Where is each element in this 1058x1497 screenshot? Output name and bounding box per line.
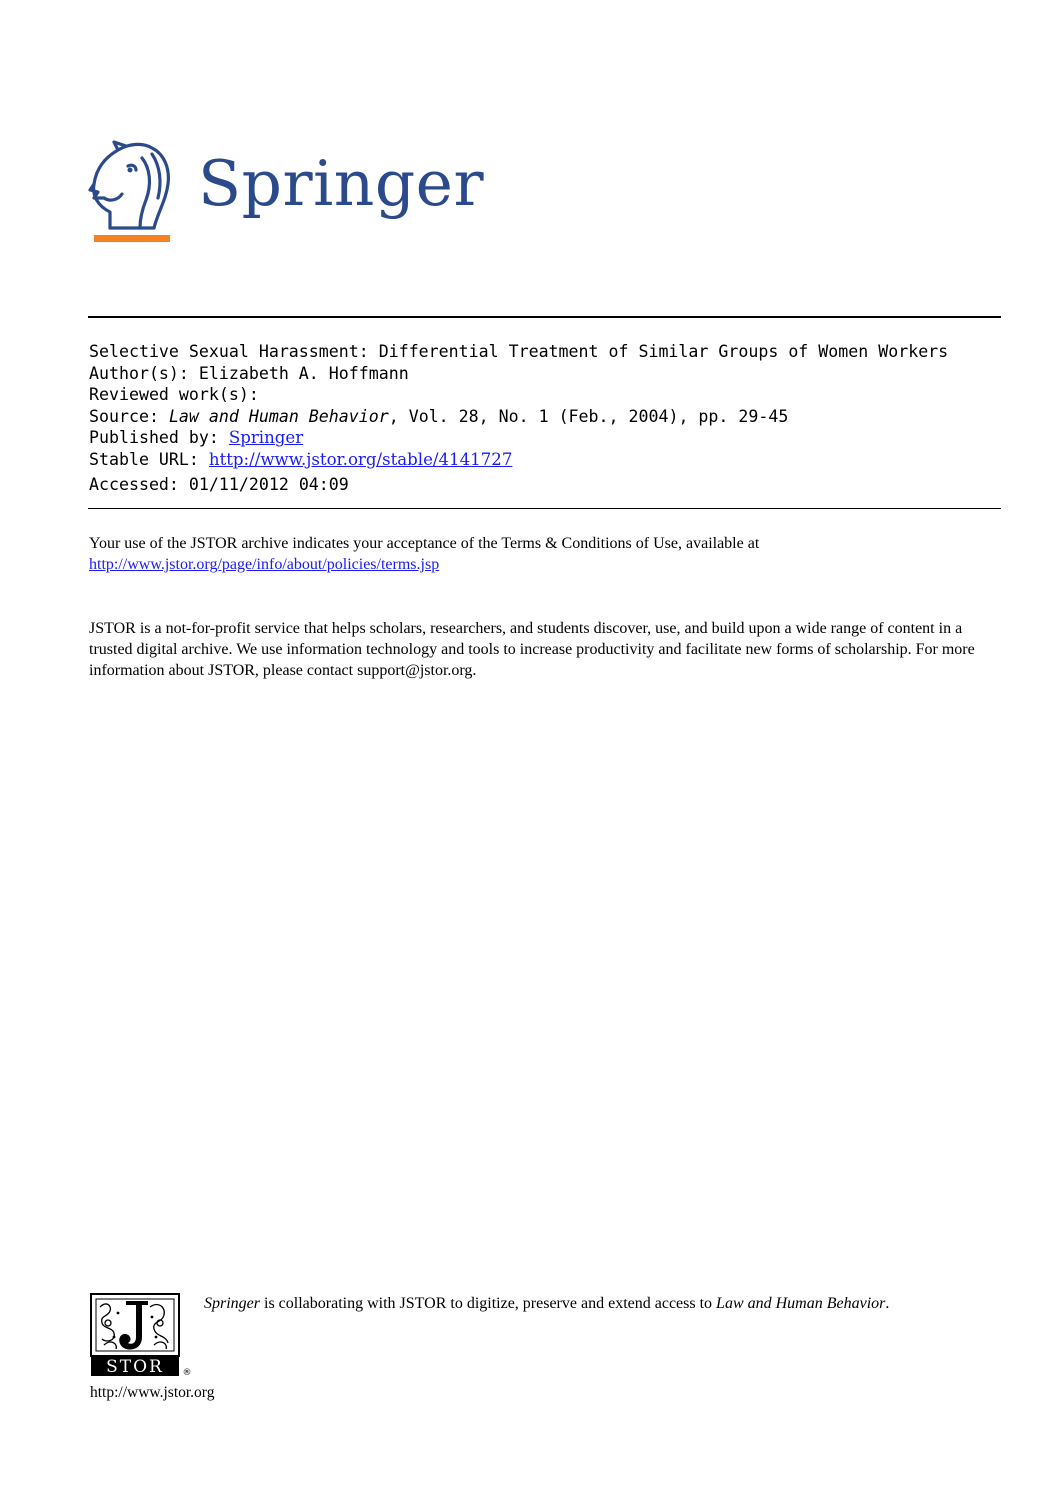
collab-publisher: Springer [204,1295,260,1312]
jstor-logo-icon [90,1293,194,1377]
knight-horse-icon [88,140,174,232]
source-label: Source: [89,406,159,426]
top-divider [88,316,1001,318]
source-details: , Vol. 28, No. 1 (Feb., 2004), pp. 29-45 [388,406,789,426]
stable-url-link[interactable]: http://www.jstor.org/stable/4141727 [208,449,513,469]
springer-wordmark: Springer [198,147,485,220]
stable-url-label: Stable URL: [89,449,199,469]
citation-divider [88,508,1001,509]
accessed-date: 01/11/2012 04:09 [188,474,349,494]
author-name: Elizabeth A. Hoffmann [198,363,409,383]
collab-text: is collaborating with JSTOR to digitize, preserve and extend access to [260,1295,717,1312]
registered-mark: ® [182,1368,192,1377]
accessed-line [89,474,948,496]
about-jstor: JSTOR is a not-for-profit service that helps scholars, researchers, and students discover, use, and build upon a wide range of content in a trusted digital archive. We use information technology and tools to increase productivity and facilitate new forms of scholarship. For more information about JSTOR, please contact support@jstor.org. [89,620,975,680]
terms-notice [89,533,759,575]
reviewed-works-line: Reviewed work(s): [89,385,259,405]
author-label: Author(s): [89,363,189,383]
published-by-label: Published by: [89,428,219,448]
citation-block [89,341,948,495]
publisher-line [89,427,948,449]
publisher-link[interactable]: Springer [228,428,304,448]
source-line [89,406,948,428]
jstor-logo-wordmark: STOR [106,1357,164,1377]
collab-end: . [885,1295,890,1312]
accessed-label: Accessed: [89,474,179,494]
jstor-url[interactable]: http://www.jstor.org [90,1384,215,1401]
collaboration-notice [204,1294,889,1314]
springer-accent-bar [94,235,170,242]
source-journal: Law and Human Behavior [168,406,389,426]
author-line [89,363,948,385]
stable-url-line [89,449,948,471]
terms-link[interactable]: http://www.jstor.org/page/info/about/policies/terms.jsp [89,556,440,573]
terms-text: Your use of the JSTOR archive indicates your acceptance of the Terms & Conditions of Use, available at [89,535,760,552]
springer-logo [88,140,488,250]
article-title: Selective Sexual Harassment: Differential Treatment of Similar Groups of Women Workers [89,342,949,361]
collab-journal: Law and Human Behavior [716,1295,886,1312]
